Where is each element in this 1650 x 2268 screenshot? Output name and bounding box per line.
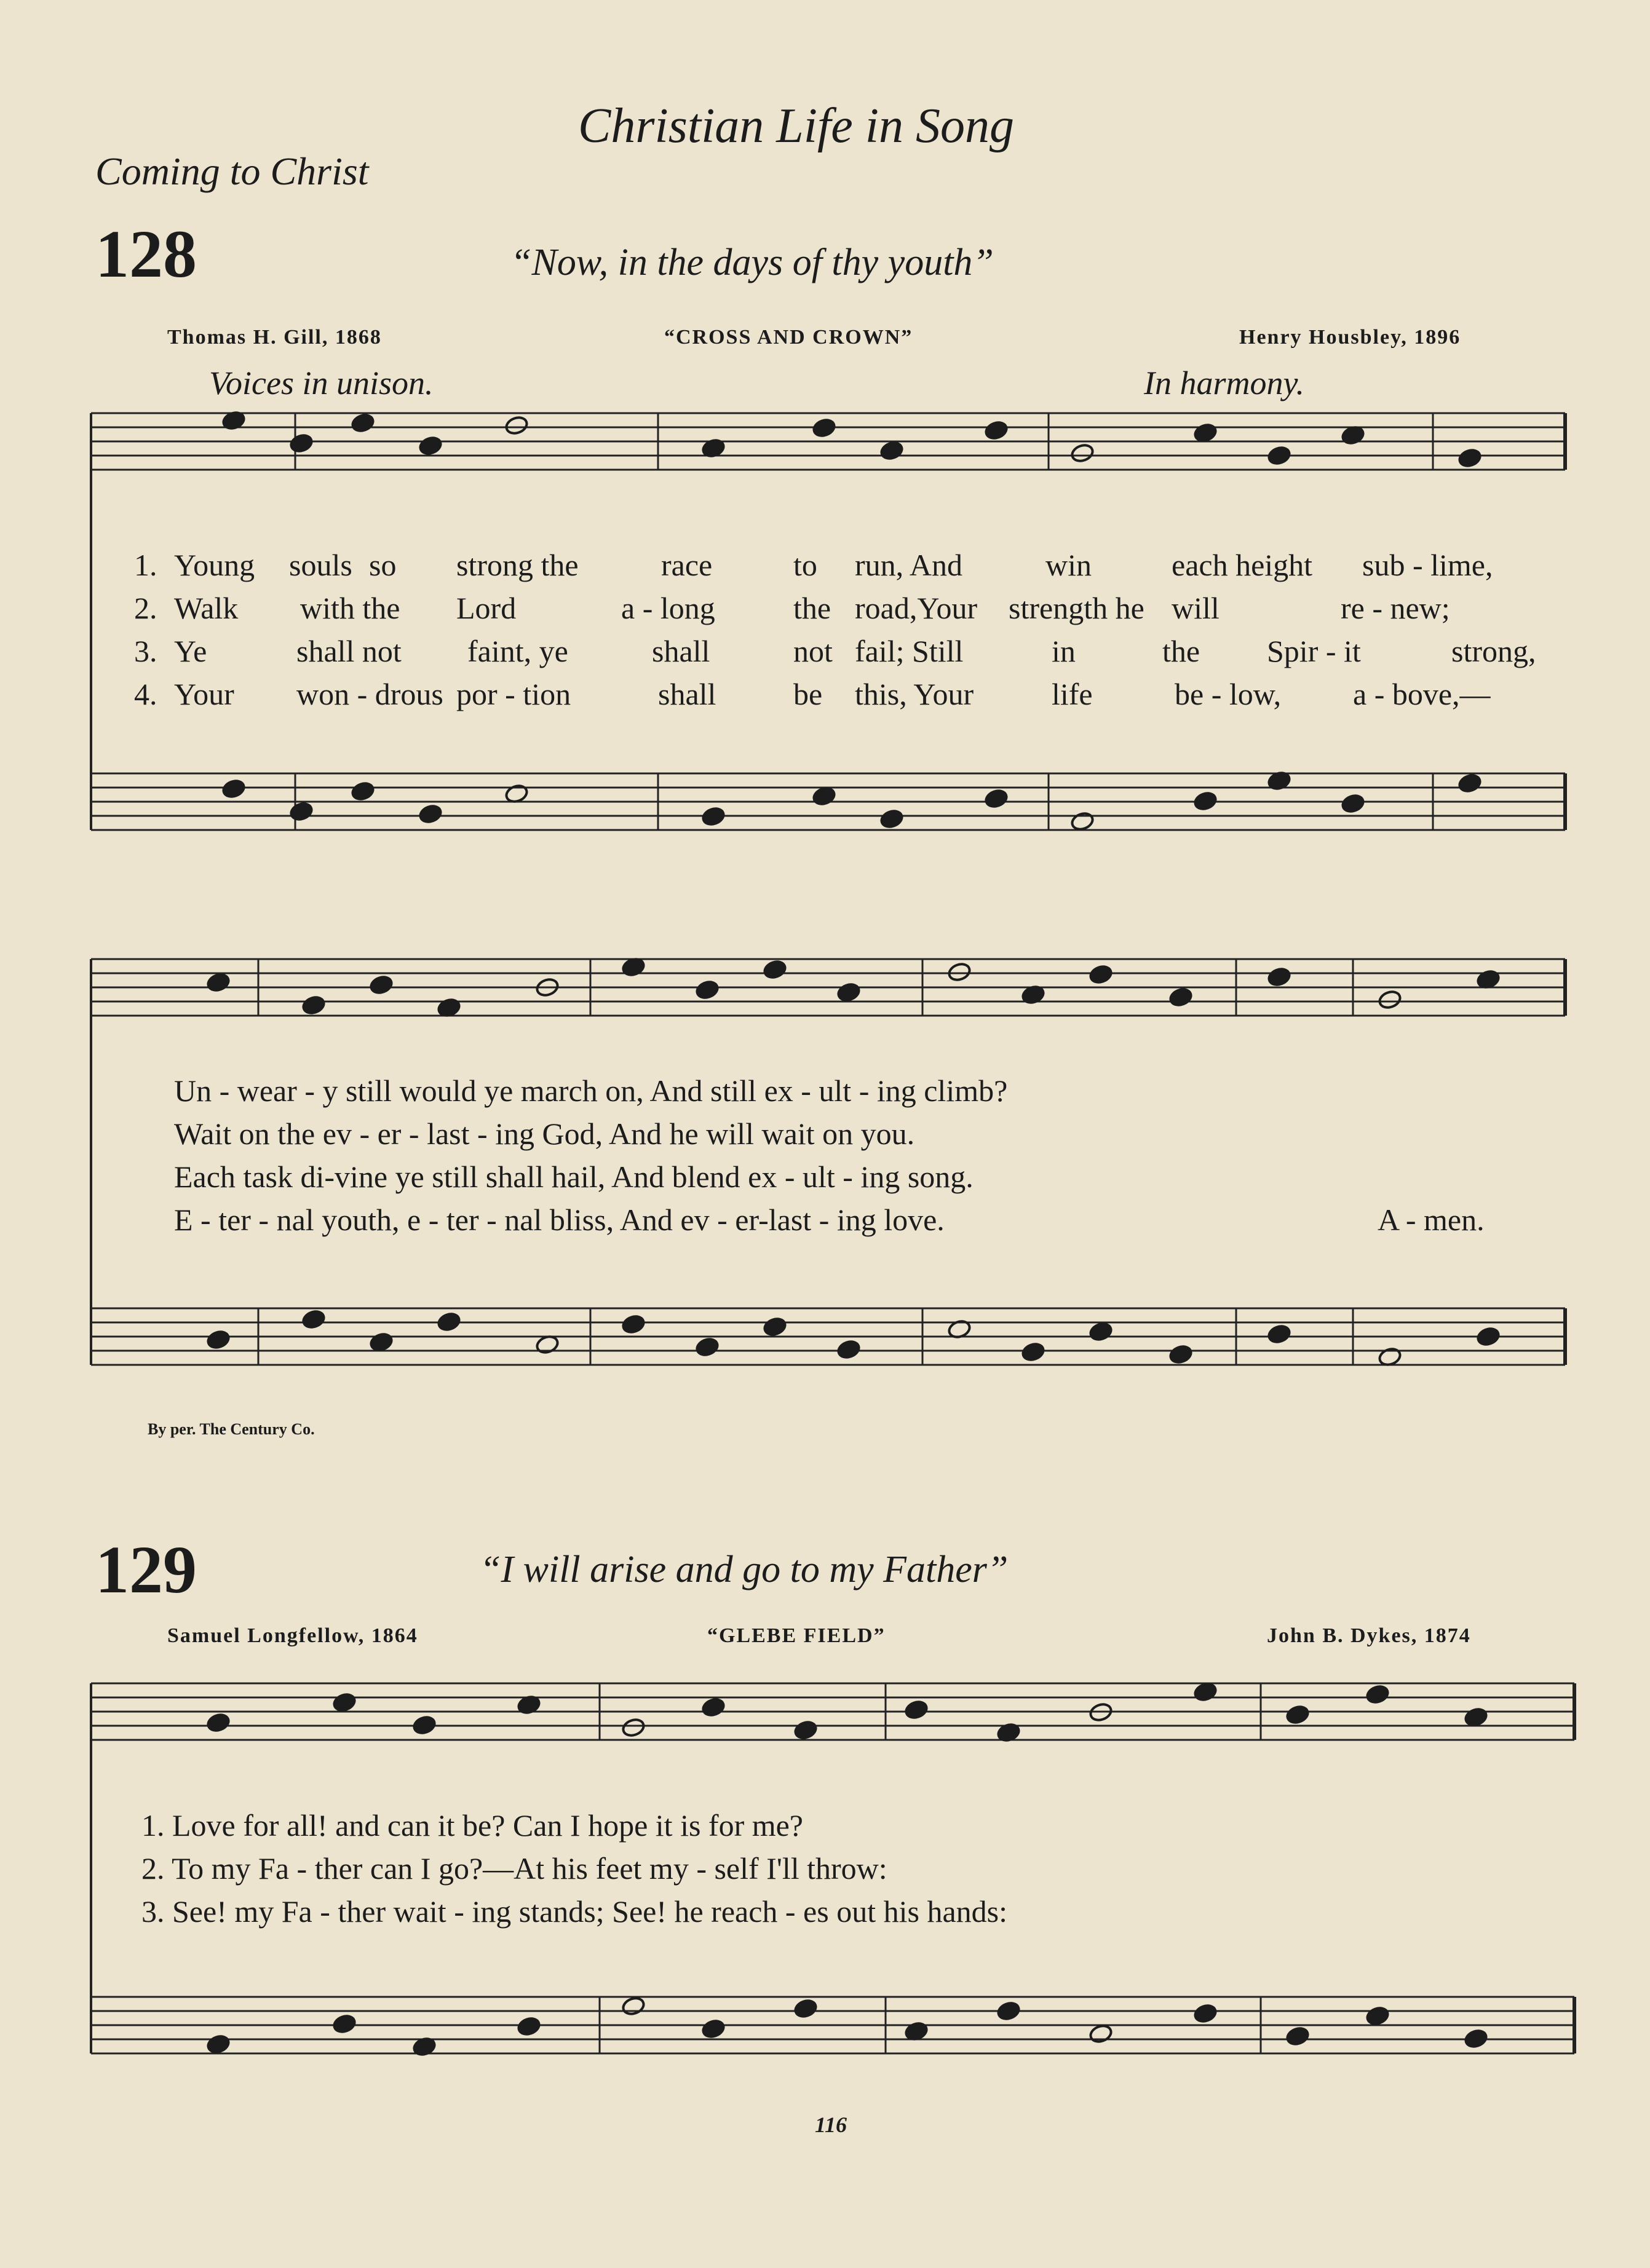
- lyric-word: be: [793, 677, 823, 711]
- note-head: [206, 2034, 231, 2055]
- hymn-tune: “GLEBE FIELD”: [707, 1624, 886, 1647]
- note-head: [1365, 1684, 1390, 1705]
- note-head: [1089, 964, 1113, 985]
- note-head: [504, 415, 529, 436]
- note-head: [1168, 1344, 1193, 1365]
- note-head: [1267, 445, 1291, 466]
- note-head: [351, 781, 375, 802]
- page-number: 116: [815, 2112, 847, 2137]
- lyric-word: shall: [658, 677, 716, 711]
- lyric-word: life: [1052, 677, 1093, 711]
- lyric-word: 4.: [134, 677, 157, 711]
- permission-credit: By per. The Century Co.: [148, 1420, 315, 1438]
- hymn-composer: Henry Housbley, 1896: [1239, 326, 1461, 349]
- note-head: [332, 1692, 357, 1713]
- note-head: [1267, 1324, 1291, 1345]
- note-head: [1089, 1321, 1113, 1342]
- note-head: [1464, 1707, 1488, 1728]
- verse-1-line2: Un - wear - y still would ye march on, And still ex - ult - ing climb?: [174, 1073, 1008, 1108]
- note-head: [1193, 422, 1218, 443]
- verse-3-line2: Each task di-vine ye still shall hail, And blend ex - ult - ing song.: [174, 1160, 974, 1194]
- lyric-word: not: [793, 634, 833, 668]
- note-head: [1267, 966, 1291, 987]
- note-head: [1341, 793, 1365, 814]
- lyric-word: strength he: [1009, 591, 1144, 625]
- note-head: [1365, 2005, 1390, 2026]
- lyric-word: each height: [1172, 548, 1313, 582]
- lyric-word: sub - lime,: [1362, 548, 1493, 582]
- note-head: [1070, 811, 1095, 832]
- note-head: [812, 417, 836, 438]
- note-head: [947, 962, 972, 982]
- lyric-word: be - low,: [1175, 677, 1282, 711]
- lyric-word: run, And: [855, 548, 962, 582]
- note-head: [1476, 1326, 1501, 1347]
- lyric-word: in: [1052, 634, 1076, 668]
- hymn-tune: “CROSS AND CROWN”: [664, 326, 913, 349]
- note-head: [695, 1337, 720, 1357]
- verse-2: 2. To my Fa - ther can I go?—At his feet my - self I'll throw:: [141, 1851, 887, 1886]
- note-head: [206, 1329, 231, 1350]
- note-head: [1168, 987, 1193, 1008]
- lyric-word: souls: [289, 548, 352, 582]
- lyric-word: strong,: [1451, 634, 1536, 668]
- lyric-word: the: [1162, 634, 1200, 668]
- lyric-word: race: [661, 548, 713, 582]
- lyric-word: Lord: [456, 591, 517, 625]
- lyric-word: re - new;: [1341, 591, 1450, 625]
- hymn-composer: John B. Dykes, 1874: [1267, 1624, 1471, 1647]
- lyric-word: shall: [652, 634, 710, 668]
- direction-unison: Voices in unison.: [209, 365, 434, 401]
- lyric-word: will: [1172, 591, 1220, 625]
- lyric-word: por - tion: [456, 677, 571, 711]
- note-head: [1458, 448, 1482, 468]
- note-head: [289, 801, 314, 822]
- note-head: [517, 2016, 541, 2037]
- note-head: [301, 1309, 326, 1330]
- note-head: [412, 1715, 437, 1736]
- note-head: [1193, 791, 1218, 812]
- lyric-word: Spir - it: [1267, 634, 1361, 668]
- note-head: [701, 806, 726, 827]
- note-head: [904, 1699, 929, 1720]
- note-head: [418, 804, 443, 824]
- verse-2-line2: Wait on the ev - er - last - ing God, And he will wait on you.: [174, 1116, 915, 1151]
- lyric-word: 3.: [134, 634, 157, 668]
- lyric-word: Walk: [174, 591, 239, 625]
- note-head: [289, 433, 314, 454]
- lyric-word: this, Your: [855, 677, 974, 711]
- lyric-word: a - long: [621, 591, 715, 625]
- note-head: [836, 1339, 861, 1360]
- note-head: [1070, 443, 1095, 464]
- note-head: [206, 1712, 231, 1733]
- note-head: [1285, 2026, 1310, 2047]
- note-head: [701, 2018, 726, 2039]
- lyric-word: shall not: [296, 634, 402, 668]
- note-head: [701, 1697, 726, 1718]
- lyric-word: 2.: [134, 591, 157, 625]
- note-head: [763, 1316, 787, 1337]
- note-head: [1378, 989, 1402, 1010]
- lyric-word: the: [793, 591, 831, 625]
- note-head: [1089, 2023, 1113, 2044]
- hymn-number: 128: [95, 216, 197, 291]
- lyric-word: Ye: [174, 634, 207, 668]
- note-head: [206, 972, 231, 993]
- note-head: [621, 1717, 646, 1738]
- note-head: [332, 2013, 357, 2034]
- running-title: Christian Life in Song: [578, 99, 1014, 153]
- note-head: [621, 1314, 646, 1335]
- note-head: [836, 982, 861, 1003]
- lyric-word: so: [369, 548, 397, 582]
- note-head: [369, 1332, 394, 1353]
- note-head: [418, 435, 443, 456]
- note-head: [695, 979, 720, 1000]
- note-head: [437, 1311, 461, 1332]
- lyric-word: faint, ye: [467, 634, 568, 668]
- note-head: [879, 440, 904, 461]
- note-head: [984, 788, 1009, 809]
- verse-4-line2: E - ter - nal youth, e - ter - nal bliss, And ev - er-last - ing love.: [174, 1203, 945, 1237]
- hymn-title: “Now, in the days of thy youth”: [510, 242, 994, 283]
- section-heading: Coming to Christ: [95, 149, 369, 193]
- note-head: [1285, 1704, 1310, 1725]
- note-head: [1021, 1341, 1045, 1362]
- note-head: [984, 420, 1009, 441]
- hymn-number: 129: [95, 1532, 197, 1607]
- hymn-author: Samuel Longfellow, 1864: [167, 1624, 418, 1647]
- lyric-word: road,Your: [855, 591, 978, 625]
- note-head: [221, 778, 246, 799]
- lyric-word: 1.: [134, 548, 157, 582]
- note-head: [1193, 2003, 1218, 2024]
- note-head: [1193, 1681, 1218, 1702]
- note-head: [369, 974, 394, 995]
- lyric-word: with the: [300, 591, 400, 625]
- hymn-author: Thomas H. Gill, 1868: [167, 326, 382, 349]
- note-head: [301, 995, 326, 1016]
- note-head: [1458, 773, 1482, 794]
- note-head: [763, 959, 787, 980]
- note-head: [879, 808, 904, 829]
- hymn-title: “I will arise and go to my Father”: [480, 1549, 1009, 1590]
- direction-harmony: In harmony.: [1144, 365, 1304, 401]
- verse-1: 1. Love for all! and can it be? Can I hope it is for me?: [141, 1808, 804, 1843]
- note-head: [793, 1720, 818, 1741]
- note-head: [1464, 2028, 1488, 2049]
- lyric-word: fail; Still: [855, 634, 964, 668]
- lyric-word: win: [1045, 548, 1092, 582]
- note-head: [351, 413, 375, 433]
- lyric-word: strong the: [456, 548, 579, 582]
- lyric-word: Your: [174, 677, 234, 711]
- note-head: [812, 786, 836, 807]
- note-head: [793, 1998, 818, 2019]
- verse-3: 3. See! my Fa - ther wait - ing stands; See! he reach - es out his hands:: [141, 1894, 1007, 1929]
- note-head: [996, 2001, 1021, 2021]
- amen: A - men.: [1378, 1203, 1485, 1237]
- lyric-word: won - drous: [296, 677, 443, 711]
- note-head: [621, 1996, 646, 2017]
- lyric-word: a - bove,—: [1353, 677, 1491, 711]
- lyric-word: Young: [174, 548, 255, 582]
- lyric-word: to: [793, 548, 817, 582]
